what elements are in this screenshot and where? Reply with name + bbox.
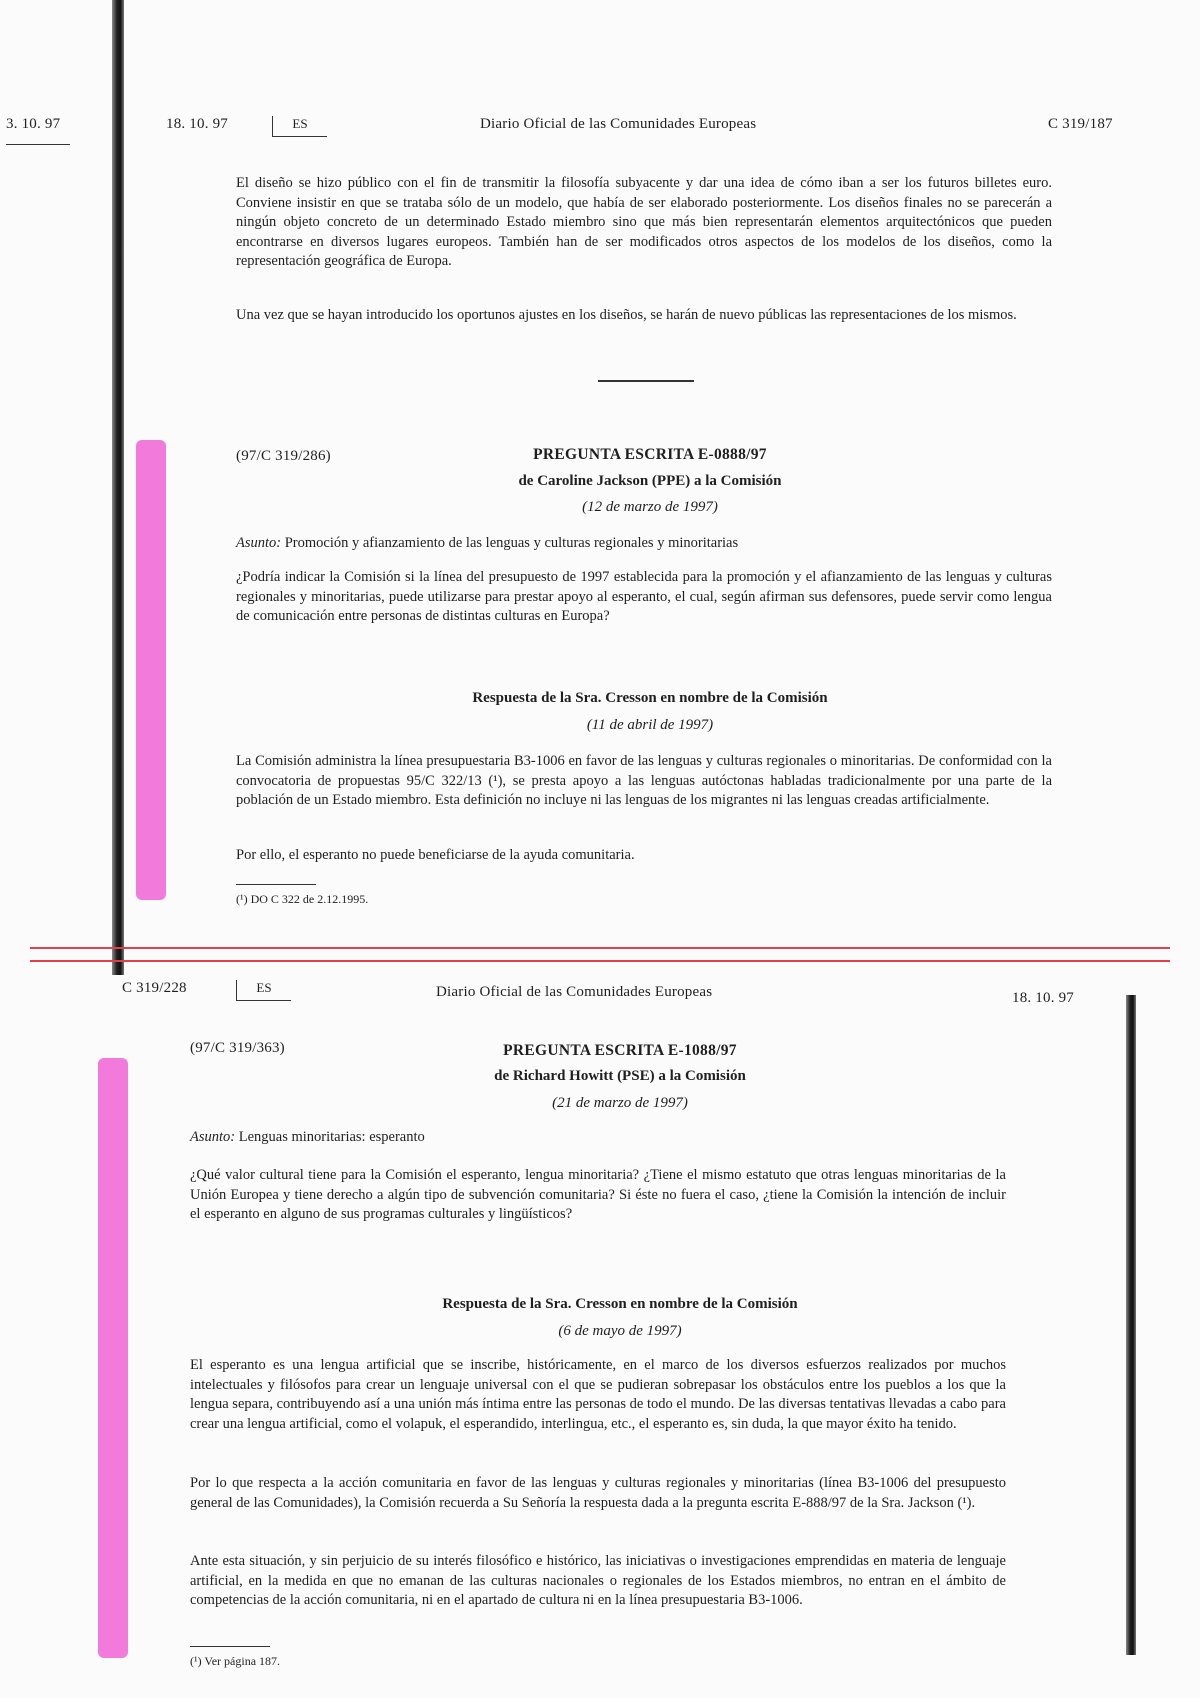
subject-label: Asunto: [190,1129,236,1145]
answer2-paragraph-3: Ante esta situación, y sin perjuicio de su interés filosófico e histórico, las iniciativas o investigaciones emprendidas en materia de lenguaje artificial, en la medida en que no emanan de las culturas nacionales o regionales de los Estados miembros, no entran en el ámbito de competencias de la acción comunitaria, ni en el apartado de cultura ni en la línea presupuestaria B3-1006. [190,1553,1006,1608]
question2-reference: (97/C 319/363) [190,1040,285,1056]
question2-author: de Richard Howitt (PSE) a la Comisión [494,1068,746,1084]
page1-journal-title: Diario Oficial de las Comunidades Europeas [480,116,757,132]
answer1-paragraph-1: La Comisión administra la línea presupuestaria B3-1006 en favor de las lenguas y culturas regionales o minoritarias. De conformidad con la convocatoria de propuestas 95/C 322/13 (¹), se presta apoyo a las lenguas autóctonas habladas tradicionalmente por una parte de la población de un Estado miembro. Esta definición no incluye ni las lenguas de los migrantes ni las lenguas creadas artificialmente. [236,753,1052,808]
answer1-paragraph-2: Por ello, el esperanto no puede beneficiarse de la ayuda comunitaria. [236,847,635,863]
page1-page-ref: C 319/187 [1048,116,1113,132]
section-separator [598,380,694,382]
subject-label: Asunto: [236,535,282,551]
footnote2-rule [190,1646,270,1647]
answer2-title: Respuesta de la Sra. Cresson en nombre de la Comisión [442,1296,798,1312]
answer2-date: (6 de mayo de 1997) [558,1323,682,1339]
scan-shadow-right [1126,995,1136,1655]
question1-author: de Caroline Jackson (PPE) a la Comisión [518,473,782,489]
question1-subject [236,534,1052,554]
intro-paragraph-1: El diseño se hizo público con el fin de transmitir la filosofía subyacente y dar una idea de cómo iban a ser los futuros billetes euro. Conviene insistir en que se trataba sólo de un modelo, que había de ser elaborado posteriormente. Los diseños finales no se parecerán a ningún objeto concreto de un determinado Estado miembro sino que más bien representarán elementos arquitectónicos que pueden encontrarse en diversos lugares europeos. También han de ser modificados otros aspectos de los modelos de los diseños, como la representación geográfica de Europa. [236,175,1052,269]
answer2-paragraph-2: Por lo que respecta a la acción comunitaria en favor de las lenguas y culturas regionales y minoritarias (línea B3-1006 del presupuesto general de las Comunidades), la Comisión recuerda a Su Señoría la respuesta dada a la pregunta escrita E-888/97 de la Sra. Jackson (¹). [190,1475,1006,1511]
question2-date: (21 de marzo de 1997) [552,1095,688,1111]
answer1-date: (11 de abril de 1997) [586,717,714,733]
page2-language-box: ES [236,980,291,1001]
question1-reference: (97/C 319/286) [236,448,331,464]
left-cut-date: 3. 10. 97 [6,116,61,132]
highlighter-mark-1 [136,440,166,900]
highlighter-mark-2 [98,1058,128,1658]
scan-shadow-left [112,0,124,975]
intro-paragraph-2: Una vez que se hayan introducido los oportunos ajustes en los diseños, se harán de nuevo públicas las representaciones de los mismos. [236,307,1017,323]
page2-journal-title: Diario Oficial de las Comunidades Europeas [436,984,713,1000]
question2-text: ¿Qué valor cultural tiene para la Comisión el esperanto, lengua minoritaria? ¿Tiene el mismo estatuto que otras lenguas minoritarias de la Unión Europea y tiene derecho a algún tipo de subvención comunitaria? Si éste no fuera el caso, ¿tiene la Comisión la intención de incluir el esperanto en alguno de sus programas culturales y lingüísticos? [190,1167,1006,1222]
question1-text: ¿Podría indicar la Comisión si la línea del presupuesto de 1997 establecida para la promoción y el afianzamiento de las lenguas y culturas regionales y minoritarias, puede utilizarse para prestar apoyo al esperanto, el cual, según afirman sus defensores, puede servir como lengua de comunicación entre personas de distintas culturas en Europa? [236,569,1052,624]
question2-subject [190,1128,1006,1148]
subject-text: Promoción y afianzamiento de las lenguas y culturas regionales y minoritarias [284,535,739,551]
page1-language-box: ES [272,116,327,137]
question1-date: (12 de marzo de 1997) [582,499,718,515]
page2-page-ref: C 319/228 [122,980,187,996]
scan-red-line-2 [30,960,1170,962]
answer2-paragraph-1: El esperanto es una lengua artificial que se inscribe, históricamente, en el marco de los diversos esfuerzos realizados por muchos intelectuales y filósofos para crear un lenguaje universal con el que se pudieran sobrepasar los obstáculos entre los pueblos a los que la lengua separa, contribuyendo así a una unión más íntima entre las personas de todo el mundo. De las diversas tentativas llevadas a cabo para crear una lengua artificial, como el volapuk, el esperandido, interlingua, etc., el esperanto es, sin duda, la que mayor éxito ha tenido. [190,1357,1006,1432]
left-cut-rule [6,144,70,145]
subject-text: Lenguas minoritarias: esperanto [238,1129,425,1145]
answer1-title: Respuesta de la Sra. Cresson en nombre de la Comisión [472,690,828,706]
footnote2: (¹) Ver página 187. [190,1654,281,1668]
scan-red-line-1 [30,947,1170,949]
page1-header-date: 18. 10. 97 [166,116,228,132]
question2-title: PREGUNTA ESCRITA E-1088/97 [503,1042,737,1059]
footnote1-rule [236,884,316,885]
question1-title: PREGUNTA ESCRITA E-0888/97 [533,446,767,463]
page2-header-date: 18. 10. 97 [1012,990,1074,1006]
footnote1: (¹) DO C 322 de 2.12.1995. [236,892,369,906]
